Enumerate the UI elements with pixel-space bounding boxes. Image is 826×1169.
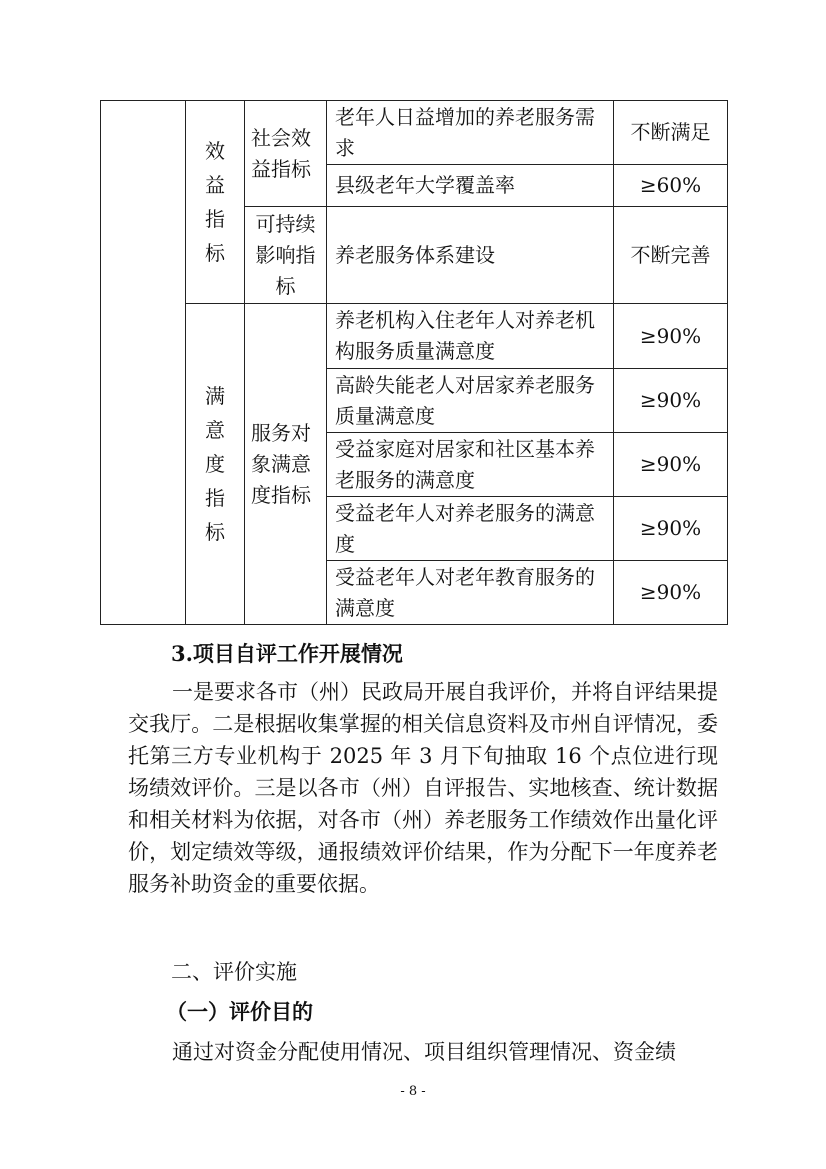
value-cell: ≥90%: [614, 497, 728, 561]
value-cell: ≥90%: [614, 304, 728, 369]
indicator-cell: 受益老年人对老年教育服务的满意度: [327, 561, 614, 625]
indicator-cell: 养老服务体系建设: [327, 207, 614, 304]
category-satisfaction: 满 意 度 指 标: [186, 304, 245, 625]
indicator-cell: 高龄失能老人对居家养老服务质量满意度: [327, 369, 614, 433]
indicator-cell: 养老机构入住老年人对养老机构服务质量满意度: [327, 304, 614, 369]
sub-social-benefit: 社会效 益指标: [245, 101, 327, 207]
sub-service-satisfaction: 服务对 象满意 度指标: [245, 304, 327, 625]
section-two-heading: 二、评价实施: [171, 960, 297, 984]
subsection-one-heading: （一）评价目的: [166, 999, 313, 1024]
indicator-cell: 县级老年大学覆盖率: [327, 165, 614, 207]
value-cell: ≥60%: [614, 165, 728, 207]
value-cell: ≥90%: [614, 561, 728, 625]
empty-first-column: [101, 101, 186, 625]
section3-body: 一是要求各市（州）民政局开展自我评价，并将自评结果提交我厅。二是根据收集掌握的相关信息资料及市州自评情况，委托第三方专业机构于 2025 年 3 月下旬抽取 16 个点位进行现场绩效评价。三是以各市（州）自评报告、实地核查、统计数据和相关材料为依据，对各市（州）养老服务工作绩效作出量化评价，划定绩效等级，通报绩效评价结果，作为分配下一年度养老服务补助资金的重要依据。: [128, 680, 718, 896]
page-number: - 8 -: [400, 1084, 426, 1099]
table-row: [101, 304, 728, 369]
table-row: [101, 101, 728, 165]
indicator-cell: 老年人日益增加的养老服务需求: [327, 101, 614, 165]
value-cell: ≥90%: [614, 433, 728, 497]
performance-indicator-table: [100, 100, 728, 625]
indicator-cell: 受益老年人对养老服务的满意度: [327, 497, 614, 561]
category-benefit: 效 益 指 标: [186, 101, 245, 304]
sub-sustainable-impact: 可持续 影响指 标: [245, 207, 327, 304]
indicator-cell: 受益家庭对居家和社区基本养老服务的满意度: [327, 433, 614, 497]
section3-heading: 3.项目自评工作开展情况: [171, 641, 403, 666]
value-cell: ≥90%: [614, 369, 728, 433]
value-cell: 不断完善: [614, 207, 728, 304]
subsection-one-body: 通过对资金分配使用情况、项目组织管理情况、资金绩: [172, 1040, 676, 1064]
value-cell: 不断满足: [614, 101, 728, 165]
